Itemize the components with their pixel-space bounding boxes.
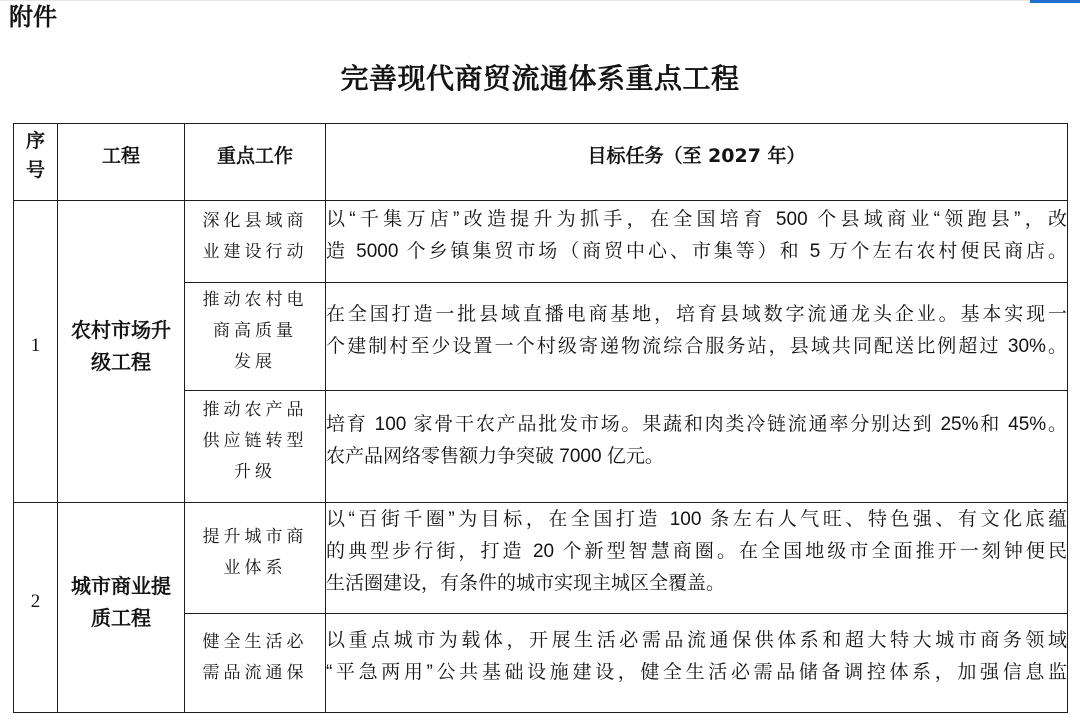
target-task-line: 在全国打造一批县域直播电商基地，培育县域数字流通龙头企业。基本实现一 xyxy=(326,303,1067,325)
target-task-cell xyxy=(326,201,1068,283)
target-task-cell xyxy=(326,614,1068,713)
target-task-cell xyxy=(326,391,1068,503)
header-target-task: 目标任务（至 2027 年） xyxy=(326,124,1068,201)
key-work-line: 发展 xyxy=(234,352,276,371)
target-task-line: 培育 100 家骨干农产品批发市场。果蔬和肉类冷链流通率分别达到 25%和 45%。 xyxy=(326,413,1067,435)
key-work-line: 推动农产品 xyxy=(202,400,308,419)
target-task-line: 个建制村至少设置一个村级寄递物流综合服务站，县域共同配送比例超过 30%。 xyxy=(326,335,1067,357)
key-work-line: 健全生活必 xyxy=(202,632,308,651)
header-serial-number xyxy=(14,124,58,201)
project-line: 级工程 xyxy=(91,349,151,374)
header-project: 工程 xyxy=(58,124,185,201)
top-right-accent-bar xyxy=(1030,0,1080,3)
target-task-line: 造 5000 个乡镇集贸市场（商贸中心、市集等）和 5 万个左右农村便民商店。 xyxy=(326,240,1067,262)
header-serial-line: 号 xyxy=(25,159,45,181)
target-task-line: 的典型步行街，打造 20 个新型智慧商圈。在全国地级市全面推开一刻钟便民 xyxy=(326,541,1067,562)
key-work-line: 业建设行动 xyxy=(202,241,308,261)
top-edge-line xyxy=(0,0,1080,1)
header-key-work: 重点工作 xyxy=(185,124,326,201)
project-line: 质工程 xyxy=(91,605,151,630)
header-serial-line: 序 xyxy=(25,130,45,152)
key-work-cell xyxy=(185,283,326,391)
project-cell xyxy=(58,503,185,713)
key-work-cell xyxy=(185,614,326,713)
key-work-line: 供应链转型 xyxy=(202,431,308,450)
target-task-line: 以“千集万店”改造提升为抓手，在全国培育 500 个县域商业“领跑县”，改 xyxy=(326,208,1067,230)
table-header-row xyxy=(14,124,1068,201)
document-title: 完善现代商贸流通体系重点工程 xyxy=(340,64,740,95)
key-work-line: 深化县域商 xyxy=(202,210,308,230)
key-work-cell xyxy=(185,503,326,614)
key-work-line: 需品流通保 xyxy=(202,663,308,682)
target-task-line: 农产品网络零售额力争突破 7000 亿元。 xyxy=(326,445,664,467)
key-work-line: 升级 xyxy=(234,462,276,481)
project-cell xyxy=(58,201,185,503)
target-task-cell xyxy=(326,283,1068,391)
project-line: 城市商业提 xyxy=(71,573,171,598)
table-row xyxy=(14,503,1068,614)
target-task-line: 以“百街千圈”为目标，在全国打造 100 条左右人气旺、特色强、有文化底蕴 xyxy=(326,509,1067,530)
key-work-cell xyxy=(185,391,326,503)
key-work-cell xyxy=(185,201,326,283)
target-task-line: “平急两用”公共基础设施建设，健全生活必需品储备调控体系，加强信息监 xyxy=(326,662,1067,683)
table-row xyxy=(14,201,1068,283)
key-projects-table xyxy=(13,123,1068,713)
key-work-line: 商高质量 xyxy=(213,321,297,340)
key-work-line: 推动农村电 xyxy=(202,290,308,309)
key-work-line: 提升城市商 xyxy=(202,527,308,546)
attachment-label: 附件 xyxy=(9,3,57,31)
serial-number-cell: 2 xyxy=(14,503,58,713)
target-task-line: 生活圈建设，有条件的城市实现主城区全覆盖。 xyxy=(326,573,726,594)
target-task-cell xyxy=(326,503,1068,614)
serial-number-cell: 1 xyxy=(14,201,58,503)
project-line: 农村市场升 xyxy=(71,317,171,342)
target-task-line: 以重点城市为载体，开展生活必需品流通保供体系和超大特大城市商务领域 xyxy=(326,630,1067,651)
key-work-line: 业体系 xyxy=(223,558,287,577)
